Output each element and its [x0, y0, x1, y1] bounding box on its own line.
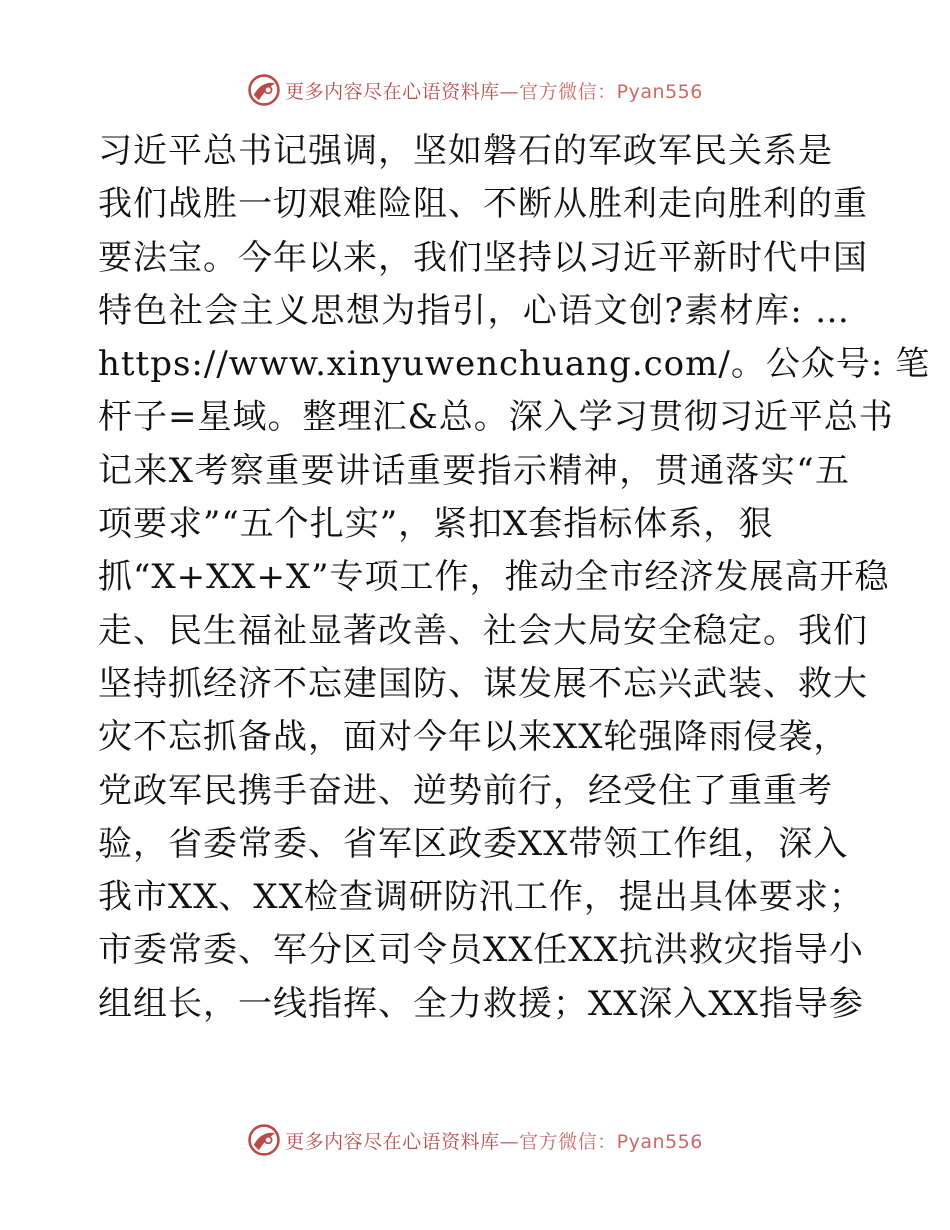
document-body: [98, 125, 931, 1031]
body-line: 党政军民携手奋进、逆势前行，经受住了重重考: [98, 770, 833, 811]
body-line: https://www.xinyuwenchuang.com/。公众号: 笔: [98, 344, 931, 385]
footer-banner-slogan: 更多内容尽在心语资料库: [285, 1130, 500, 1153]
footer-banner: [0, 1120, 950, 1160]
footer-banner-separator: —: [499, 1130, 520, 1153]
header-banner-slogan: 更多内容尽在心语资料库: [285, 80, 500, 103]
body-line: 项要求”“五个扎实”，紧扣X套指标体系，狠: [98, 504, 774, 545]
body-line: 灾不忘抓备战，面对今年以来XX轮强降雨侵袭，: [98, 717, 849, 758]
header-banner-separator: —: [499, 80, 520, 103]
body-line: 习近平总书记强调，坚如磐石的军政军民关系是: [98, 131, 833, 171]
body-line: 验，省委常委、省军区政委XX带领工作组，深入: [98, 823, 849, 864]
header-banner: [0, 70, 950, 110]
body-line: 杆子=星域。整理汇&总。深入学习贯彻习近平总书: [98, 397, 894, 438]
body-line: 记来X考察重要讲话重要指示精神，贯通落实“五: [98, 450, 850, 491]
body-line: 组组长，一线指挥、全力救援；XX深入XX指导参: [98, 983, 864, 1024]
body-line: 我市XX、XX检查调研防汛工作，提出具体要求；: [98, 877, 864, 918]
body-line: 抓“X+XX+X”专项工作，推动全市经济发展高开稳: [98, 557, 890, 598]
footer-banner-wechat: 官方微信：Pyan556: [519, 1130, 703, 1153]
body-line: 市委常委、军分区司令员XX任XX抗洪救灾指导小: [98, 930, 864, 971]
body-line: 特色社会主义思想为指引，心语文创?素材库: …: [98, 290, 850, 331]
body-line: 坚持抓经济不忘建国防、谋发展不忘兴武装、救大: [98, 663, 868, 704]
body-line: 要法宝。今年以来，我们坚持以习近平新时代中国: [98, 237, 868, 278]
body-line: 我们战胜一切艰难险阻、不断从胜利走向胜利的重: [98, 184, 868, 225]
body-line: 走、民生福祉显著改善、社会大局安全稳定。我们: [98, 610, 868, 651]
footer-banner-text: [285, 1127, 703, 1154]
xinyu-logo-icon: [247, 1123, 281, 1157]
header-banner-wechat: 官方微信：Pyan556: [519, 80, 703, 103]
header-banner-text: [285, 77, 703, 104]
xinyu-logo-icon: [247, 73, 281, 107]
